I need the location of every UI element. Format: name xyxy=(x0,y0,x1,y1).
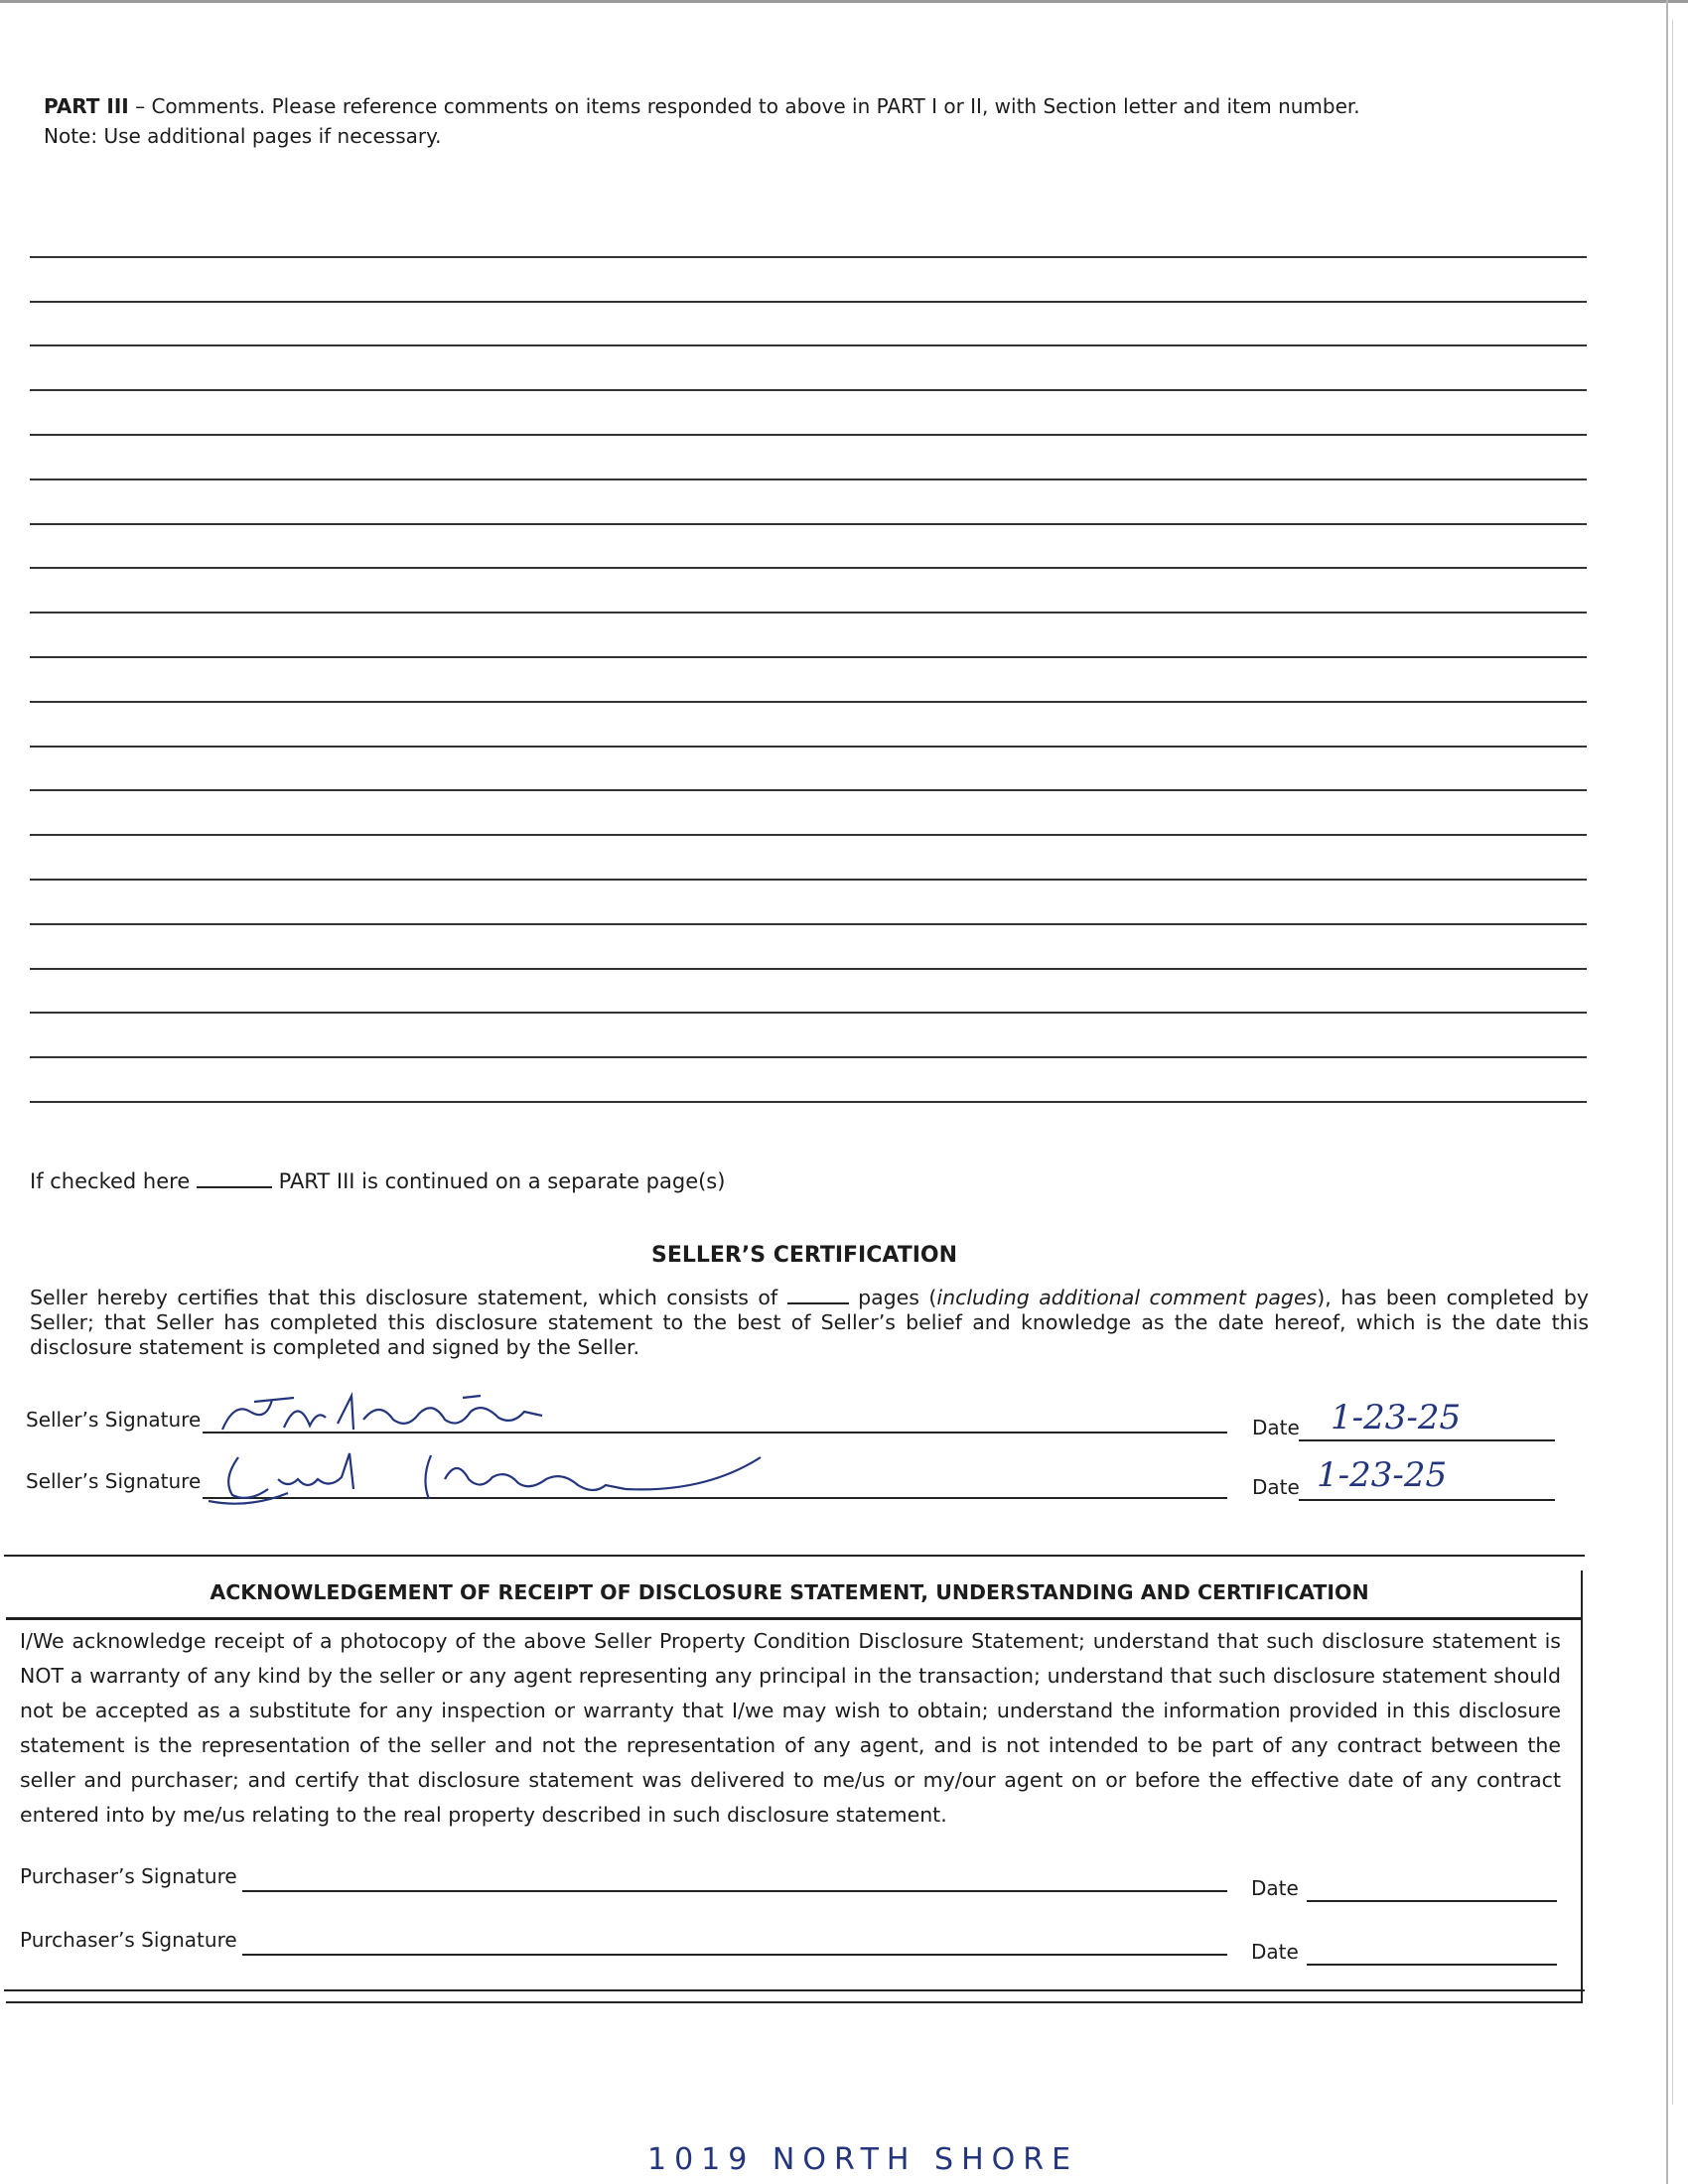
seller-date-value: 1-23-25 xyxy=(1331,1398,1462,1437)
comment-line[interactable] xyxy=(30,881,1587,925)
comment-line[interactable] xyxy=(30,658,1587,703)
scan-right-edge-shadow xyxy=(1672,20,1673,2105)
part3-dash: – xyxy=(128,94,152,118)
seller-signature-row-1 xyxy=(0,1390,1589,1439)
continued-suffix: PART III is continued on a separate page(s) xyxy=(278,1169,726,1193)
seller-certification-title: SELLER’S CERTIFICATION xyxy=(650,1243,958,1268)
purchaser-signature-label: Purchaser’s Signature xyxy=(20,1864,237,1888)
purchaser-signature-label: Purchaser’s Signature xyxy=(20,1928,237,1952)
purchaser-date-line[interactable] xyxy=(1307,1964,1557,1966)
seller-certification-body xyxy=(30,1283,1589,1360)
purchaser-signature-row-1 xyxy=(0,1860,1589,1910)
seller-signature-2-scrawl xyxy=(209,1449,765,1513)
cert-text-2: pages ( xyxy=(858,1286,937,1309)
comment-line[interactable] xyxy=(30,480,1587,525)
purchaser-signature-line[interactable] xyxy=(242,1890,1227,1892)
comment-line[interactable] xyxy=(30,525,1587,570)
purchaser-signature-line[interactable] xyxy=(242,1954,1227,1956)
comment-line[interactable] xyxy=(30,836,1587,881)
comment-line[interactable] xyxy=(30,436,1587,480)
comment-line[interactable] xyxy=(30,791,1587,836)
cert-text-italic: including additional comment pages xyxy=(936,1286,1318,1309)
comment-line[interactable] xyxy=(30,925,1587,970)
comment-line[interactable] xyxy=(30,569,1587,614)
continued-prefix: If checked here xyxy=(30,1169,191,1193)
comment-line[interactable] xyxy=(30,258,1587,303)
comment-line[interactable] xyxy=(30,303,1587,347)
part3-note: Note: Use additional pages if necessary. xyxy=(44,124,442,148)
acknowledgement-title: ACKNOWLEDGEMENT OF RECEIPT OF DISCLOSURE STATEMENT, UNDERSTANDING AND CERTIFICATION xyxy=(210,1580,1369,1604)
comment-line[interactable] xyxy=(30,391,1587,436)
seller-date-label: Date xyxy=(1252,1416,1300,1439)
comment-line[interactable] xyxy=(30,614,1587,658)
comment-lines[interactable] xyxy=(30,213,1587,1103)
comment-line[interactable] xyxy=(30,346,1587,391)
seller-signature-label: Seller’s Signature xyxy=(26,1408,202,1432)
cert-text-3: ), has been completed by Seller; that Seller has completed this disclosure statement to the best of Seller’s belief and knowledge as the date hereof, which is the date this disclosure statement is completed and signed by the Seller. xyxy=(30,1286,1589,1359)
comment-line[interactable] xyxy=(30,748,1587,792)
seller-date-line[interactable] xyxy=(1299,1499,1555,1501)
purchaser-date-line[interactable] xyxy=(1307,1900,1557,1902)
acknowledgement-rule xyxy=(6,1617,1583,1620)
comment-line[interactable] xyxy=(30,1058,1587,1103)
page-count-blank[interactable] xyxy=(787,1283,849,1304)
seller-signature-row-2 xyxy=(0,1449,1589,1509)
purchaser-signature-row-2 xyxy=(0,1924,1589,1974)
comment-line[interactable] xyxy=(30,1014,1587,1058)
part3-title: PART III xyxy=(44,94,129,118)
handwritten-address: 1019 NORTH SHORE xyxy=(647,2142,1079,2177)
section-separator xyxy=(4,1555,1585,1557)
scan-top-edge xyxy=(0,0,1688,3)
seller-date-line[interactable] xyxy=(1299,1439,1555,1441)
acknowledgement-body: I/We acknowledge receipt of a photocopy of the above Seller Property Condition Disclosure Statement; understand that such disclosure statement is NOT a warranty of any kind by the seller or any agent representing any principal in the transaction; understand that such disclosure statement should not be accepted as a substitute for any inspection or warranty that I/we may wish to obtain; understand the information provided in this disclosure statement is the representation of the seller and not the representation of any agent, and is not intended to be part of any contract between the seller and purchaser; and certify that disclosure statement was delivered to me/us or my/our agent on or before the effective date of any contract entered into by me/us relating to the real property described in such disclosure statement. xyxy=(20,1629,1561,1827)
purchaser-date-label: Date xyxy=(1251,1940,1299,1964)
seller-signature-1-scrawl xyxy=(214,1390,592,1439)
scan-right-edge xyxy=(1666,0,1668,2184)
comment-line[interactable] xyxy=(30,213,1587,258)
part3-header xyxy=(44,91,1533,151)
comment-line[interactable] xyxy=(30,970,1587,1015)
continued-checkline xyxy=(30,1166,725,1193)
seller-date-value: 1-23-25 xyxy=(1317,1455,1448,1495)
comment-line[interactable] xyxy=(30,703,1587,748)
seller-signature-label: Seller’s Signature xyxy=(26,1469,202,1493)
part3-instructions: Comments. Please reference comments on items responded to above in PART I or II, with Section letter and item number. xyxy=(151,94,1360,118)
bottom-separator xyxy=(4,1989,1585,1991)
purchaser-date-label: Date xyxy=(1251,1876,1299,1900)
cert-text-1: Seller hereby certifies that this disclosure statement, which consists of xyxy=(30,1286,778,1309)
seller-date-label: Date xyxy=(1252,1475,1300,1499)
continued-check-blank[interactable] xyxy=(197,1166,272,1188)
